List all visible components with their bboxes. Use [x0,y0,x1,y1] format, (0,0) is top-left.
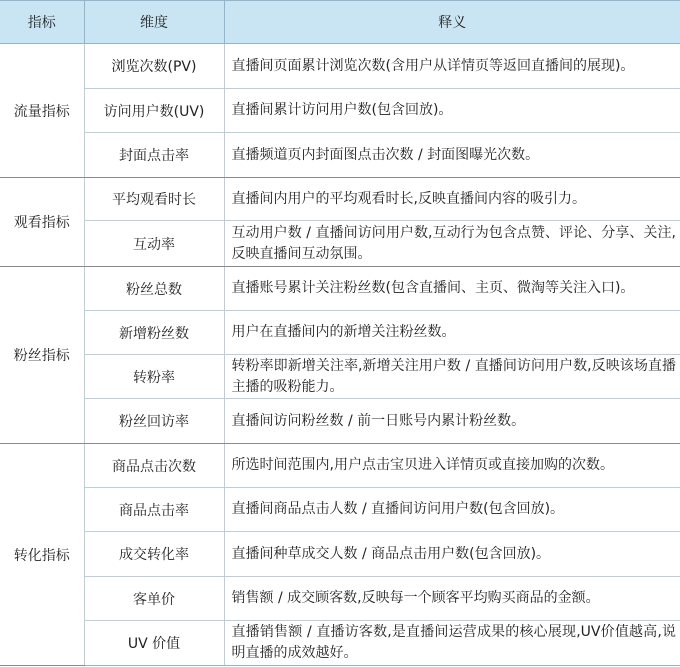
table-row [0,621,680,666]
table-row [0,133,680,178]
dimension-cell: 访问用户数(UV) [84,89,224,133]
dimension-cell: 转粉率 [84,355,224,399]
description-cell: 直播间访问粉丝数 / 前一日账号内累计粉丝数。 [224,399,680,444]
table-row [0,444,680,488]
description-cell: 用户在直播间内的新增关注粉丝数。 [224,311,680,355]
description-cell: 直播销售额 / 直播访客数,是直播间运营成果的核心展现,UV价值越高,说明直播的成效越好。 [224,621,680,666]
table-row [0,532,680,577]
header-indicator: 指标 [0,1,84,44]
header-row [0,1,680,44]
table-row [0,221,680,267]
dimension-cell: 成交转化率 [84,532,224,577]
dimension-cell: 浏览次数(PV) [84,44,224,89]
header-definition: 释义 [224,1,680,44]
description-cell: 所选时间范围内,用户点击宝贝进入详情页或直接加购的次数。 [224,444,680,488]
table-row [0,355,680,399]
description-cell: 直播间页面累计浏览次数(含用户从详情页等返回直播间的展现)。 [224,44,680,89]
table-row [0,89,680,133]
dimension-cell: 客单价 [84,577,224,621]
table-row [0,311,680,355]
description-cell: 直播间累计访问用户数(包含回放)。 [224,89,680,133]
dimension-cell: 粉丝回访率 [84,399,224,444]
table-row [0,399,680,444]
description-cell: 直播频道页内封面图点击次数 / 封面图曝光次数。 [224,133,680,178]
dimension-cell: 互动率 [84,221,224,267]
category-cell: 粉丝指标 [0,267,84,444]
table-row [0,267,680,311]
description-cell: 直播间种草成交人数 / 商品点击用户数(包含回放)。 [224,532,680,577]
table-row [0,44,680,89]
dimension-cell: 封面点击率 [84,133,224,178]
description-cell: 直播间商品点击人数 / 直播间访问用户数(包含回放)。 [224,488,680,532]
dimension-cell: 商品点击次数 [84,444,224,488]
table-row [0,488,680,532]
dimension-cell: 粉丝总数 [84,267,224,311]
table-row [0,577,680,621]
header-dimension: 维度 [84,1,224,44]
dimension-cell: 新增粉丝数 [84,311,224,355]
description-cell: 转粉率即新增关注率,新增关注用户数 / 直播间访问用户数,反映该场直播主播的吸粉能力。 [224,355,680,399]
dimension-cell: 平均观看时长 [84,178,224,221]
category-cell: 转化指标 [0,444,84,666]
description-cell: 直播间内用户的平均观看时长,反映直播间内容的吸引力。 [224,178,680,221]
table-row [0,178,680,221]
description-cell: 销售额 / 成交顾客数,反映每一个顾客平均购买商品的金额。 [224,577,680,621]
description-cell: 互动用户数 / 直播间访问用户数,互动行为包含点赞、评论、分享、关注,反映直播间互动氛围。 [224,221,680,267]
description-cell: 直播账号累计关注粉丝数(包含直播间、主页、微淘等关注入口)。 [224,267,680,311]
dimension-cell: UV 价值 [84,621,224,666]
category-cell: 流量指标 [0,44,84,178]
category-cell: 观看指标 [0,178,84,267]
dimension-cell: 商品点击率 [84,488,224,532]
